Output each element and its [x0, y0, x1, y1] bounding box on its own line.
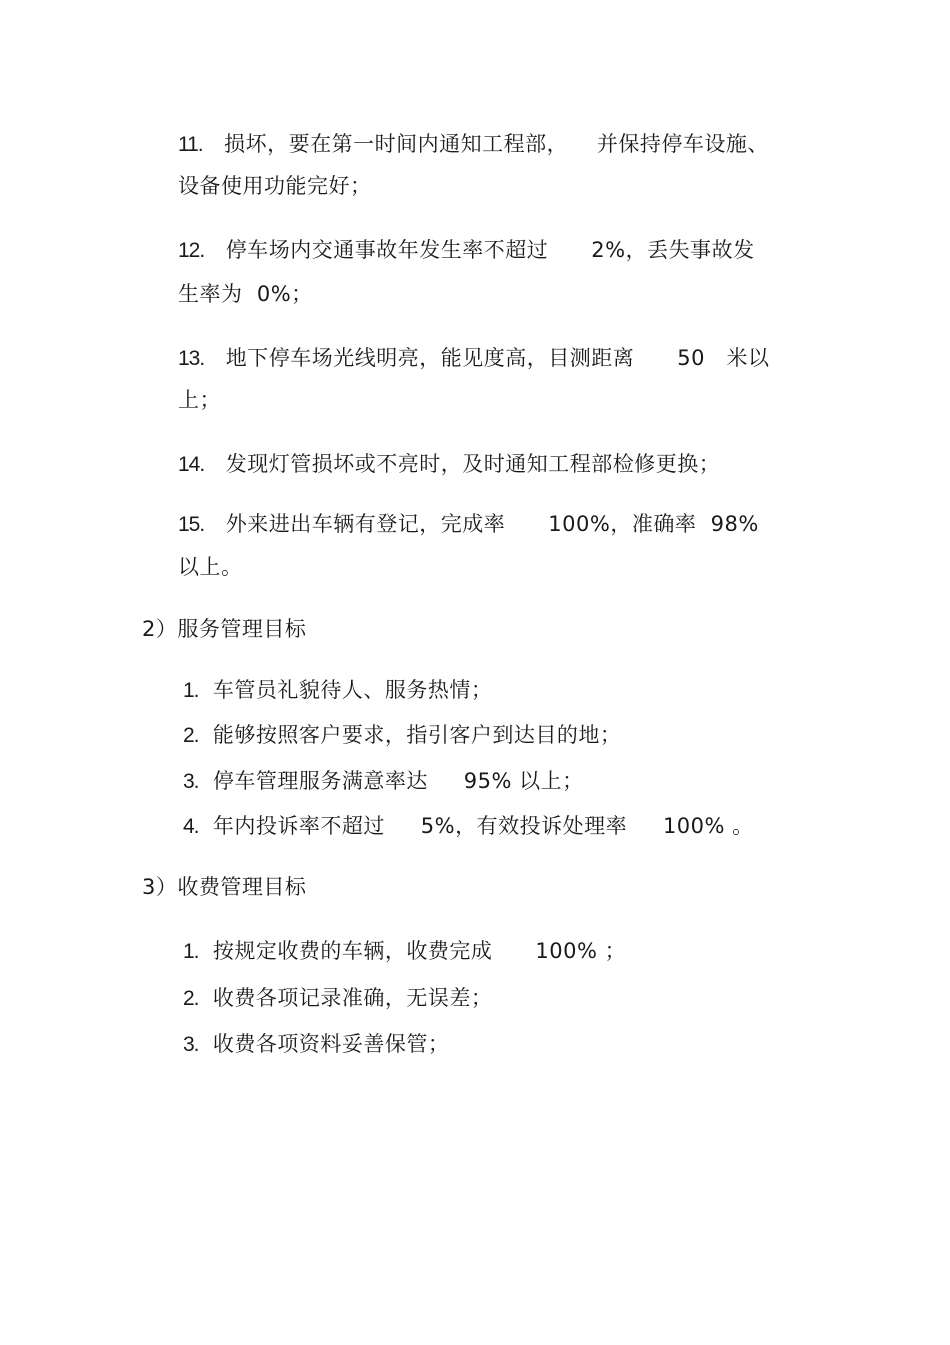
item-text: 能够按照客户要求，指引客户到达目的地；: [212, 723, 622, 747]
service-item-1: [183, 676, 492, 705]
list-item-14-line1: [178, 450, 720, 479]
item-number: 3.: [183, 770, 199, 793]
list-item-13-line2: 上；: [178, 388, 221, 412]
item-number: 12.: [178, 239, 205, 262]
item-number: 11.: [178, 133, 203, 156]
item-number: 13.: [178, 347, 205, 370]
list-item-11-line2: 设备使用功能完好；: [178, 174, 372, 198]
section-heading-service: 2）服务管理目标: [142, 617, 307, 641]
item-number: 4.: [183, 815, 199, 838]
fee-item-2: [183, 984, 492, 1013]
list-item-12-line1: [178, 236, 755, 265]
item-text: 外来进出车辆有登记，完成率 100%，准确率 98%: [225, 512, 759, 536]
item-text: 收费各项记录准确，无误差；: [212, 986, 493, 1010]
item-text: 地下停车场光线明亮，能见度高，目测距离 50 米以: [225, 346, 770, 370]
item-text: 按规定收费的车辆，收费完成 100% ；: [212, 939, 627, 963]
list-item-11-line1: [178, 130, 769, 159]
item-number: 15.: [178, 513, 205, 536]
list-item-12-line2: 生率为 0%；: [178, 282, 313, 306]
section-heading-fee: 3）收费管理目标: [142, 875, 307, 899]
service-item-3: [183, 767, 584, 796]
item-text: 停车管理服务满意率达 95% 以上；: [212, 769, 584, 793]
item-text: 发现灯管损坏或不亮时，及时通知工程部检修更换；: [225, 452, 721, 476]
item-text: 停车场内交通事故年发生率不超过 2%，丢失事故发: [225, 238, 755, 262]
service-item-4: [183, 812, 754, 841]
list-item-13-line1: [178, 344, 770, 373]
service-item-2: [183, 721, 621, 750]
item-text: 损坏，要在第一时间内通知工程部， 并保持停车设施、: [224, 132, 769, 156]
item-number: 2.: [183, 724, 199, 747]
list-item-15-line1: [178, 510, 759, 539]
item-text: 收费各项资料妥善保管；: [212, 1032, 450, 1056]
item-text: 车管员礼貌待人、服务热情；: [212, 678, 493, 702]
item-text: 年内投诉率不超过 5%，有效投诉处理率 100% 。: [212, 814, 754, 838]
fee-item-1: [183, 937, 626, 966]
list-item-15-line2: 以上。: [178, 555, 243, 579]
fee-item-3: [183, 1030, 449, 1059]
item-number: 3.: [183, 1033, 199, 1056]
item-number: 1.: [183, 940, 199, 963]
item-number: 1.: [183, 679, 199, 702]
item-number: 14.: [178, 453, 205, 476]
item-number: 2.: [183, 987, 199, 1010]
